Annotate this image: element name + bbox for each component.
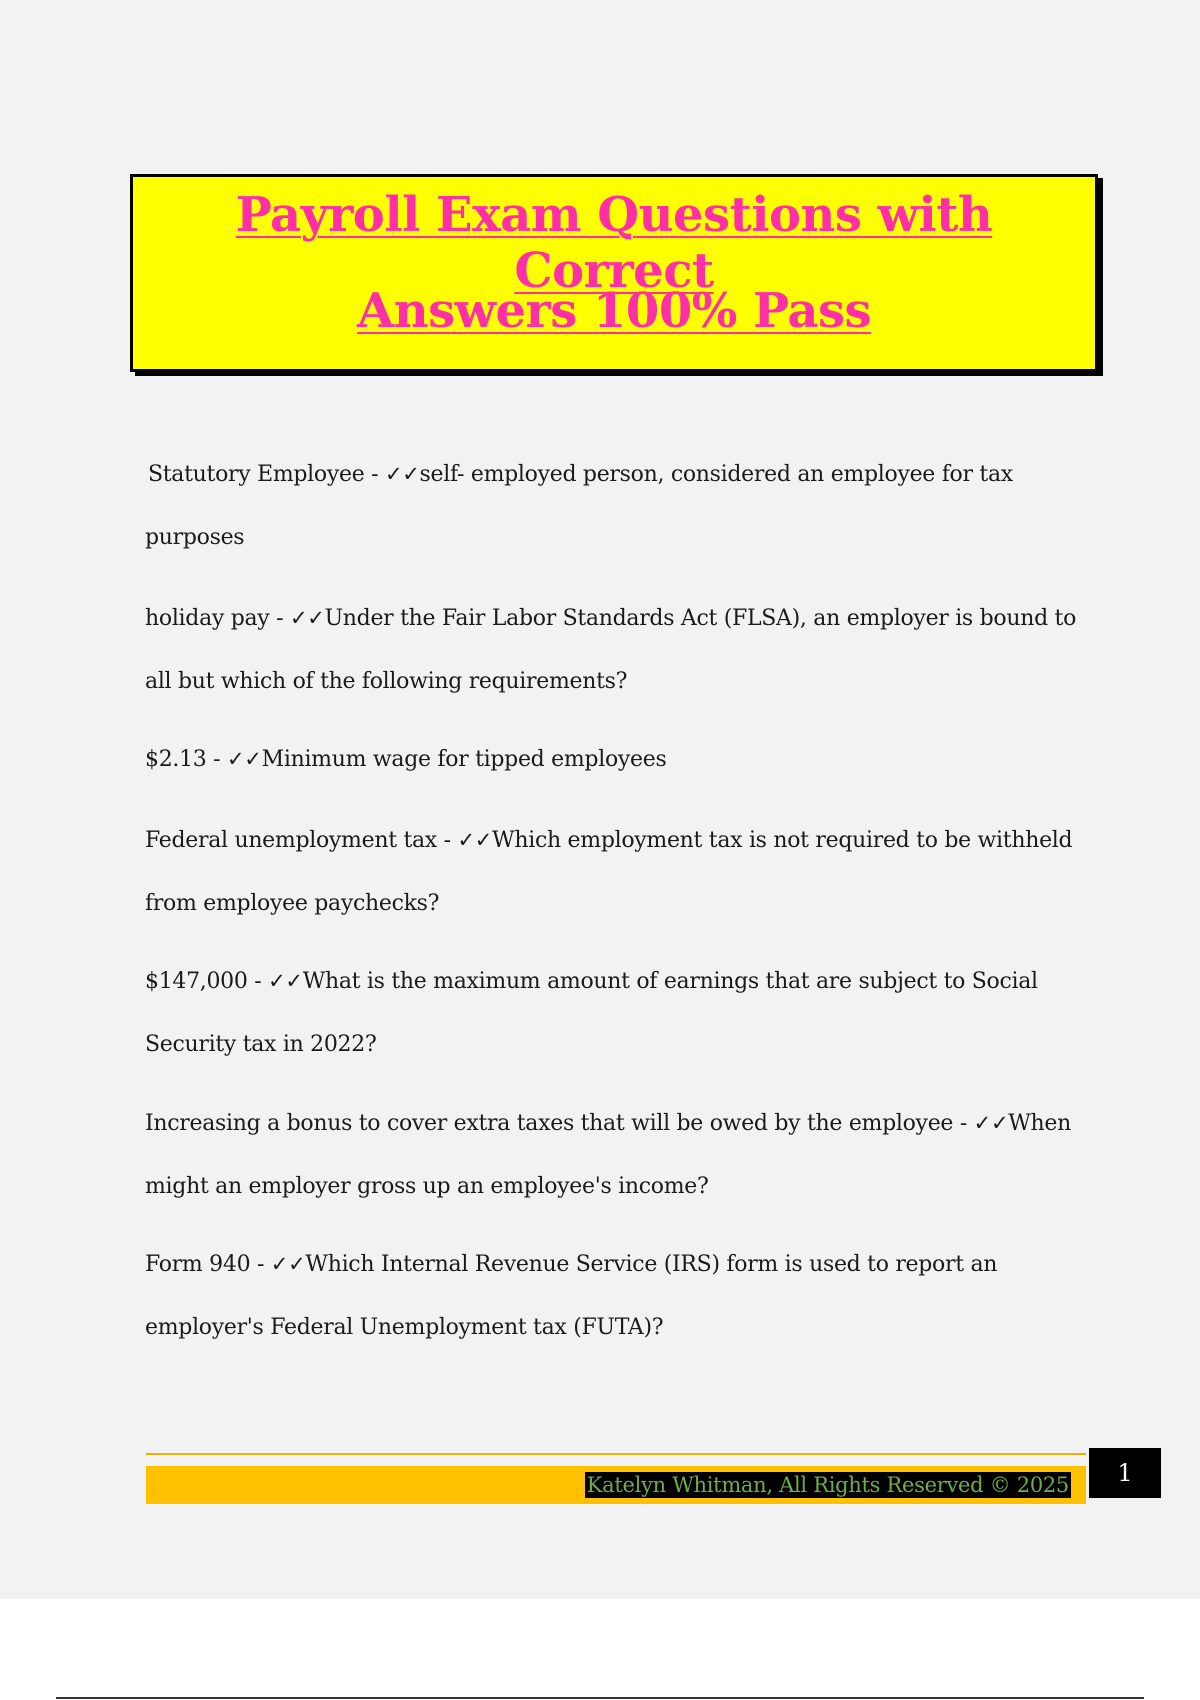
qa-term: Form 940 - <box>145 1252 271 1277</box>
qa-item <box>145 1233 1085 1359</box>
qa-item <box>145 950 1085 1076</box>
qa-line <box>148 443 1088 506</box>
qa-item <box>145 809 1085 935</box>
footer-copyright: Katelyn Whitman, All Rights Reserved © 2025 <box>586 1473 1069 1497</box>
qa-text: employer's Federal Unemployment tax (FUTA)? <box>145 1315 664 1340</box>
qa-text: purposes <box>145 525 245 550</box>
document-title-line-1: Payroll Exam Questions with Correct <box>235 187 993 299</box>
qa-line <box>145 587 1085 650</box>
checkmark-icon: ✓✓ <box>973 1111 1009 1135</box>
qa-term: Federal unemployment tax - <box>145 828 458 853</box>
qa-term: Increasing a bonus to cover extra taxes that will be owed by the employee - <box>145 1111 974 1136</box>
qa-line <box>145 650 1085 713</box>
qa-line <box>145 1013 1085 1076</box>
checkmark-icon: ✓✓ <box>268 969 303 993</box>
qa-text: Which Internal Revenue Service (IRS) form is used to report an <box>305 1252 998 1277</box>
qa-line <box>145 809 1085 872</box>
page-divider <box>56 1697 1144 1699</box>
qa-line <box>145 1233 1085 1296</box>
checkmark-icon: ✓✓ <box>289 606 325 630</box>
qa-text: Under the Fair Labor Standards Act (FLSA), an employer is bound to <box>324 606 1077 631</box>
qa-text: might an employer gross up an employee's income? <box>145 1174 709 1199</box>
checkmark-icon: ✓✓ <box>384 462 420 486</box>
qa-line <box>145 728 1085 791</box>
qa-item <box>145 443 1088 569</box>
footer-bar <box>146 1466 1086 1504</box>
qa-text: Which employment tax is not required to be withheld <box>492 828 1073 853</box>
qa-item <box>145 587 1085 713</box>
document-title-line-2: Answers 100% Pass <box>356 283 871 339</box>
title-banner <box>130 174 1098 372</box>
qa-term: $2.13 - <box>145 747 228 772</box>
qa-text: from employee paychecks? <box>145 891 440 916</box>
qa-term: Statutory Employee - <box>148 462 385 487</box>
qa-term: $147,000 - <box>145 969 269 994</box>
checkmark-icon: ✓✓ <box>227 747 262 771</box>
qa-item <box>145 1092 1085 1218</box>
qa-line <box>145 1155 1085 1218</box>
qa-line <box>145 1296 1085 1359</box>
qa-item <box>145 728 1085 791</box>
footer-divider <box>146 1453 1086 1455</box>
qa-line <box>145 1092 1085 1155</box>
qa-line <box>145 950 1085 1013</box>
checkmark-icon: ✓✓ <box>270 1252 306 1276</box>
qa-text: Security tax in 2022? <box>145 1032 377 1057</box>
qa-text: all but which of the following requirements? <box>145 669 628 694</box>
qa-text: When <box>1008 1111 1072 1136</box>
qa-line <box>145 506 1088 569</box>
qa-text: What is the maximum amount of earnings that are subject to Social <box>302 969 1038 994</box>
page-number: 1 <box>1089 1448 1161 1498</box>
qa-text: self- employed person, considered an employee for tax <box>419 462 1013 487</box>
qa-line <box>145 872 1085 935</box>
qa-term: holiday pay - <box>145 606 290 631</box>
qa-text: Minimum wage for tipped employees <box>261 747 667 772</box>
checkmark-icon: ✓✓ <box>457 828 493 852</box>
